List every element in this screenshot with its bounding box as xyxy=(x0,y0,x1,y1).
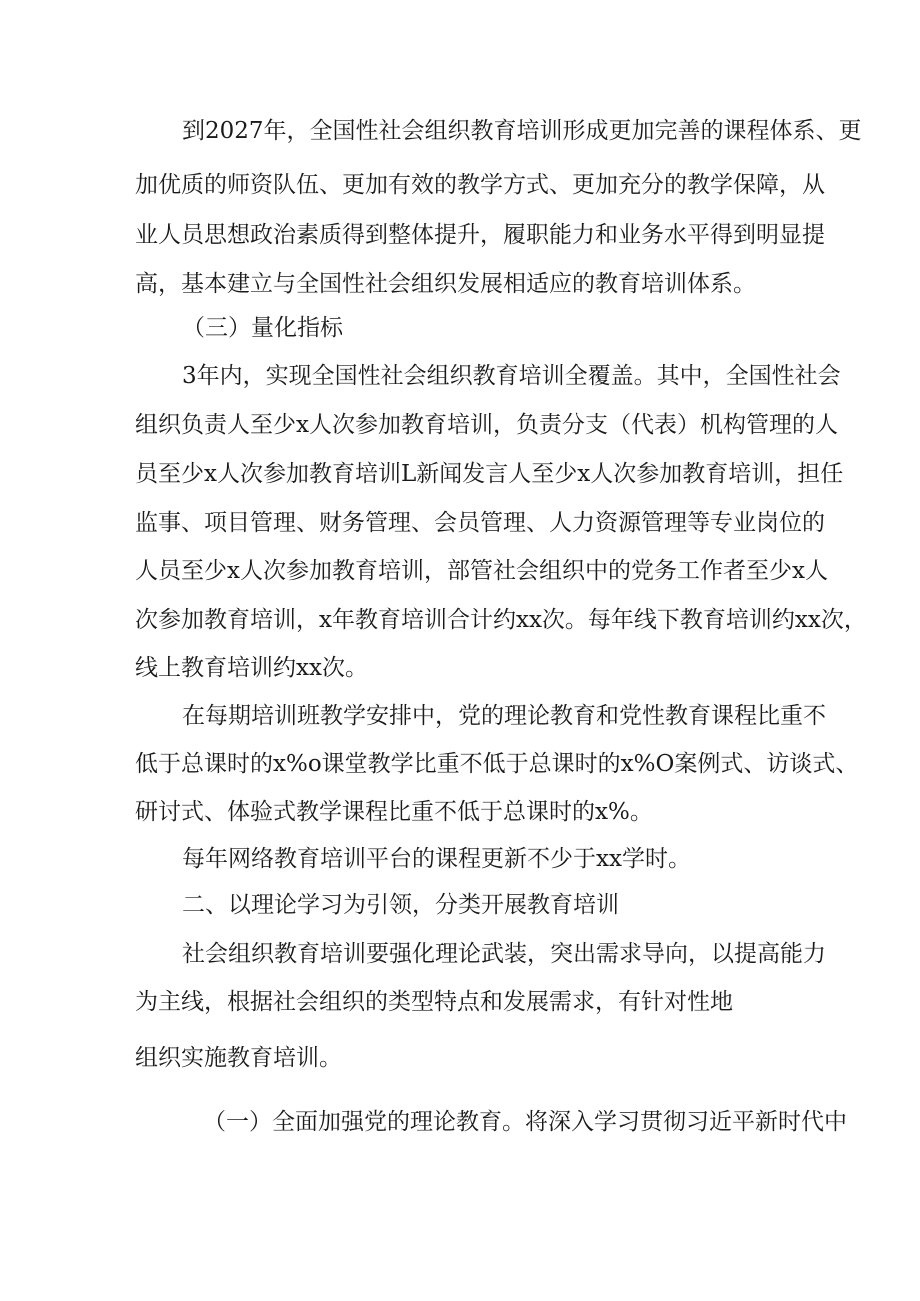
text-line: 高，基本建立与全国性社会组织发展相适应的教育培训体系。 xyxy=(135,271,756,297)
text-line: 组织实施教育培训。 xyxy=(135,1045,342,1071)
text-line: 员至少x人次参加教育培训L新闻发言人至少x人次参加教育培训，担任 xyxy=(135,461,844,487)
subsection-heading: （一）全面加强党的理论教育。将深入学习贯彻习近平新时代中 xyxy=(203,1109,847,1135)
text-line: 低于总课时的x%o课堂教学比重不低于总课时的x%O案例式、访谈式、 xyxy=(135,751,859,777)
text-line: 到2027年，全国性社会组织教育培训形成更加完善的课程体系、更 xyxy=(182,118,862,144)
text-line: 加优质的师资队伍、更加有效的教学方式、更加充分的教学保障，从 xyxy=(135,172,825,198)
text-line: 研讨式、体验式教学课程比重不低于总课时的x%。 xyxy=(135,799,653,825)
section-heading: 二、以理论学习为引领，分类开展教育培训 xyxy=(182,892,619,918)
text-line: 在每期培训班教学安排中，党的理论教育和党性教育课程比重不 xyxy=(182,703,826,729)
text-line: 人员至少x人次参加教育培训，部管社会组织中的党务工作者至少x人 xyxy=(135,558,828,584)
text-line: 每年网络教育培训平台的课程更新不少于xx学时。 xyxy=(182,846,691,872)
text-line: 线上教育培训约xx次。 xyxy=(135,655,368,681)
text-line: 3年内，实现全国性社会组织教育培训全覆盖。其中，全国性社会 xyxy=(182,363,841,389)
text-line: 为主线，根据社会组织的类型特点和发展需求，有针对性地 xyxy=(135,989,733,1015)
section-heading: （三）量化指标 xyxy=(182,315,343,341)
text-line: 业人员思想政治素质得到整体提升，履职能力和业务水平得到明显提 xyxy=(135,222,825,248)
text-line: 社会组织教育培训要强化理论武装，突出需求导向，以提高能力 xyxy=(182,941,826,967)
text-line: 监事、项目管理、财务管理、会员管理、人力资源管理等专业岗位的 xyxy=(135,510,825,536)
text-line: 次参加教育培训，x年教育培训合计约xx次。每年线下教育培训约xx次， xyxy=(135,607,867,633)
text-line: 组织负责人至少x人次参加教育培训，负责分支（代表）机构管理的人 xyxy=(135,412,838,438)
